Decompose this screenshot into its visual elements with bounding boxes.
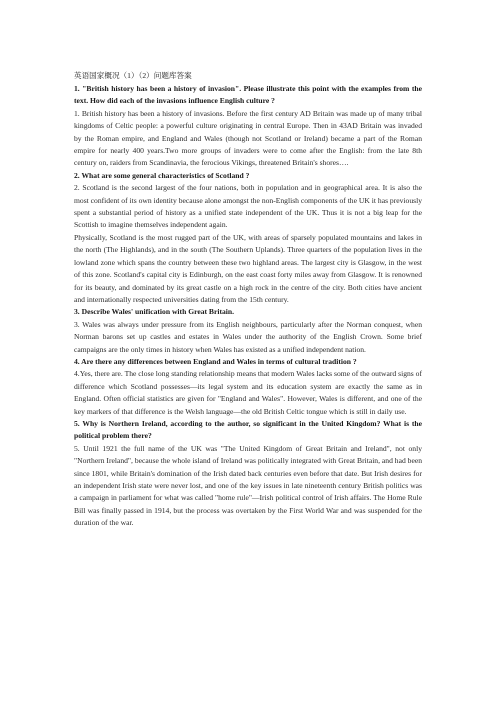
answer-4-paragraph-1: 4.Yes, there are. The close long standing relationship means that modern Wales lacks some of the outward signs of difference which Scotland possesses—its legal system and its education system are exactly the same as in England. Often official statistics are given for "England and Wales". However, Wales is different, and one of the key markers of that difference is the Welsh language—the old British Celtic tongue which is still in daily use. [74, 369, 422, 416]
document-title: 英语国家概况（1）（2）问题库答案 [74, 71, 192, 80]
answer-3-paragraph-1: 3. Wales was always under pressure from its English neighbours, particularly after the Norman conquest, when Norman barons set up castles and estates in Wales under the authority of the English Crown. Some brief campaigns are the only times in history when Wales has existed as a unified independent nation. [74, 319, 422, 354]
answer-2-paragraph-1: 2. Scotland is the second largest of the four nations, both in population and in geographical area. It is also the most confident of its own identity because alone amongst the non-English components of the UK it has previously spent a substantial period of history as a unified state independent of the UK. Thus it is not a big leap for the Scottish to imagine themselves independent again. [74, 183, 422, 230]
document-page [74, 70, 422, 530]
question-5: 5. Why is Northern Ireland, according to the author, so significant in the United Kingdom? What is the political problem there? [74, 418, 422, 441]
qa-section-2 [74, 170, 422, 306]
qa-section-5 [74, 418, 422, 530]
question-3: 3. Describe Wales' unification with Great Britain. [74, 307, 235, 317]
answer-5-paragraph-1: 5. Until 1921 the full name of the UK was "The United Kingdom of Great Britain and Ireland", not only "Northern Ireland", because the whole island of Ireland was politically integrated with Great Britain, and had been since 1801, while Britain's domination of the Irish dated back centuries even before that date. But Irish desires for an independent Irish state were never lost, and one of the key issues in late nineteenth century British politics was a campaign in parliament for what was called "home rule"—Irish political control of Irish affairs. The Home Rule Bill was finally passed in 1914, but the process was overtaken by the First World War and was suspended for the duration of the war. [74, 443, 422, 528]
answer-2-paragraph-2: Physically, Scotland is the most rugged part of the UK, with areas of sparsely populated mountains and lakes in the north (The Highlands), and in the south (The Southern Uplands). Three quarters of the population lives in the lowland zone which spans the country between these two highland areas. The largest city is Glasgow, in the west of this zone. Scotland's capital city is Edinburgh, on the east coast forty miles away from Glasgow. It is renowned for its beauty, and dominated by its great castle on a high rock in the centre of the city. Both cities have ancient and internationally respected universities dating from the 15th century. [74, 232, 422, 304]
qa-section-3 [74, 306, 422, 356]
question-2: 2. What are some general characteristics of Scotland ? [74, 170, 250, 180]
qa-section-1 [74, 83, 422, 170]
qa-section-4 [74, 356, 422, 418]
question-1: 1. "British history has been a history of invasion". Please illustrate this point with the examples from the text. How did each of the invasions influence English culture ? [74, 84, 422, 106]
question-4: 4. Are there any differences between England and Wales in terms of cultural tradition ? [74, 356, 357, 366]
answer-1-paragraph-1: 1. British history has been a history of invasions. Before the first century AD Britain was made up of many tribal kingdoms of Celtic people: a powerful culture originating in central Europe. Then in 43AD Britain was invaded by the Roman empire, and England and Wales (though not Scotland or Ireland) became a part of the Roman empire for nearly 400 years.Two more groups of invaders were to come after the English: from the late 8th century on, raiders from Scandinavia, the ferocious Vikings, threatened Britain's shores…. [74, 108, 422, 168]
